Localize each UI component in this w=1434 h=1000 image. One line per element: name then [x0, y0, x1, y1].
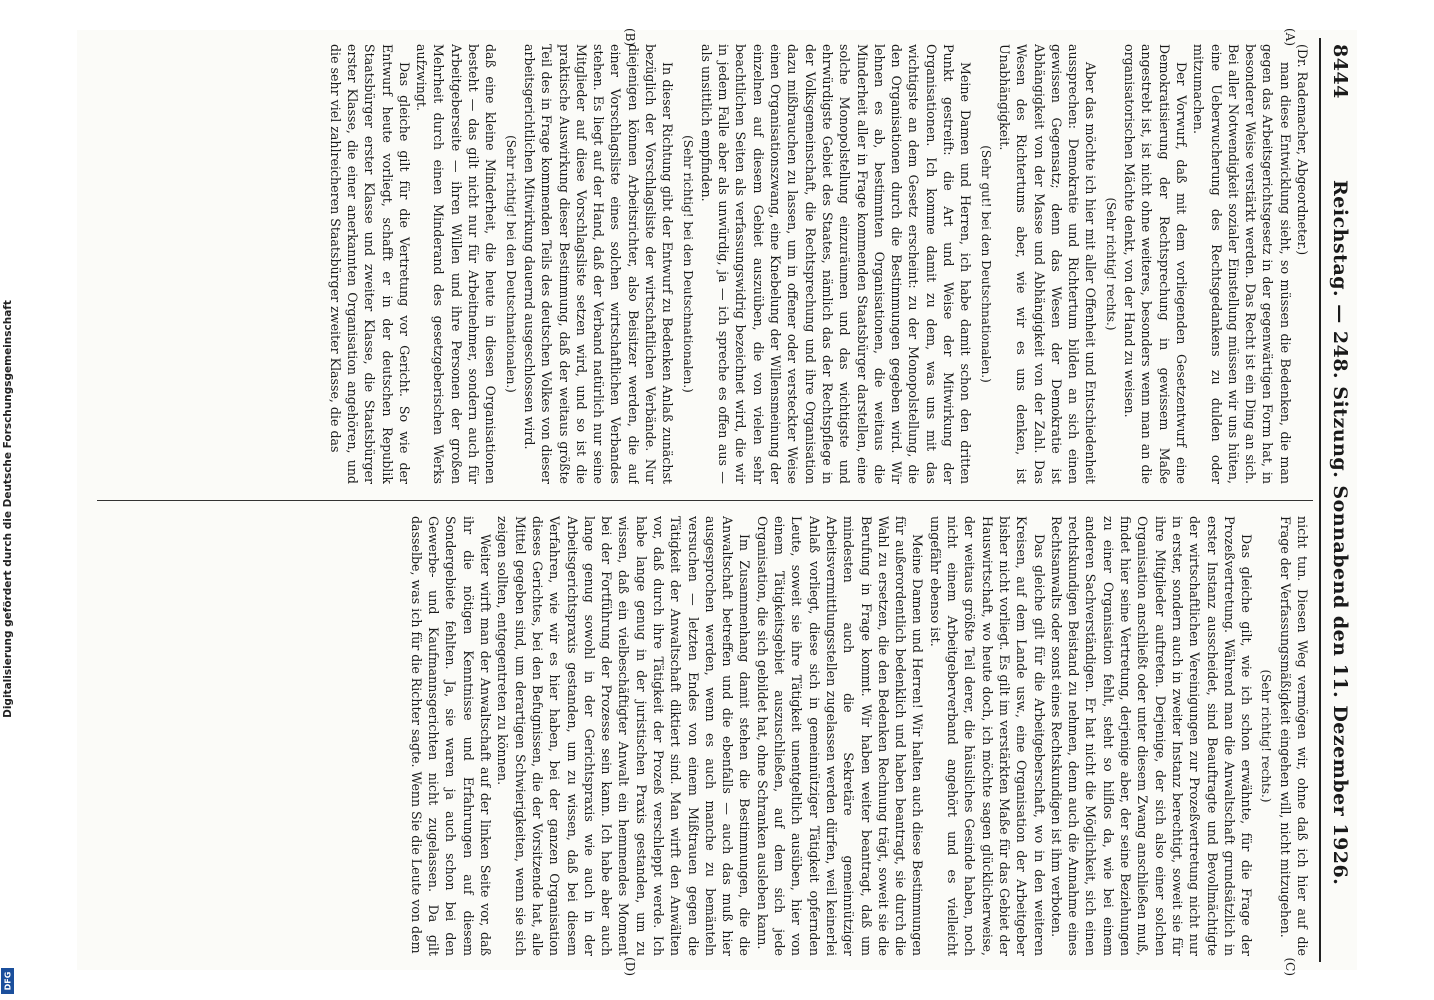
paragraph: Das gleiche gilt für die Arbeitgeberschaft, wo in den weiteren Kreisen, auf dem Lande usw., eine Organisation der Arbeitgeber bisher nicht vorliegt. Es gilt im verstärkten Maße für das Gebiet der Hauswirtschaft, wo heute doch, ich möchte sagen glücklicherweise, der weitaus größte Teil derer, die häusliches Gesinde haben, noch nicht einem Arbeitgeberverband angehört und es vielleicht ungefähr ebenso ist. [927, 516, 1047, 956]
left-column [101, 44, 1311, 484]
interjection: (Sehr richtig! bei den Deutschnationalen.) [680, 135, 695, 393]
interjection: (Sehr richtig! bei den Deutschnationalen.) [503, 135, 518, 393]
interjection: (Sehr gut! bei den Deutschnationalen.) [978, 145, 993, 383]
page-header [1323, 30, 1357, 970]
digitization-credit [1, 24, 15, 994]
paragraph: Im Zusammenhang damit stehen die Bestimmungen, die die Anwaltschaft betreffen und die ebenfalls — auch das muß hier ausgesprochen werden, wenn es auch manche zu bemänteln versuchen — letzten Endes von einem Mißtrauen gegen die Tätigkeit der Anwaltschaft diktiert sind. Man wirft den Anwälten vor, daß durch ihre Tätigkeit der Prozeß verschleppt werde. Ich habe lange genug in der juristischen Praxis gestanden, um zu wissen, daß ein vielbeschäftigter Anwalt ein hemmendes Moment bei der Fortführung der Prozesse sein kann. Ich habe aber auch lange genug sowohl in der Gerichtspraxis wie auch in der Arbeitsgerichtspraxis gestanden, um zu wissen, daß bei diesem Verfahren, wie wir es hier haben, bei der ganzen Organisation dieses Gerichtes, bei den Befugnissen, die der Vorsitzende hat, alle Mittel gegeben sind, um derartigen Schwierigkeiten, wenn sie sich zeigen sollten, entgegentreten zu können. [495, 516, 753, 956]
paragraph: Das gleiche gilt für die Vertretung vor Gericht. So wie der Entwurf heute vorliegt, schafft er in der deutschen Republik Staatsbürger erster Klasse und zweiter Klasse, die Staatsbürger erster Klasse, die einer anerkannten Organisation angehören, und die sehr viel zahlreicheren Staatsbürger zweiter Klasse, die das [327, 44, 412, 484]
dfg-logo [1, 968, 14, 994]
margin-mark-b: (B) [623, 28, 637, 47]
digitization-credit-text: Digitalisierung gefördert durch die Deutsche Forschungsgemeinschaft [2, 300, 14, 718]
column-separator [97, 500, 1313, 501]
paragraph: man diese Entwicklung sieht, so müssen die Bedenken, die man gegen das Arbeitsgerichtsgesetz in der gegenwärtigen Form hat, in besonderer Weise verstärkt werden. Das Recht ist ein Ding an sich. Bei aller Notwendigkeit sozialer Einstellung müssen wir uns hüten, eine Ueberwucherung des Rechtsgedankens zu dulden oder mitzumachen. [1191, 44, 1293, 484]
margin-mark-d: (D) [623, 957, 637, 976]
running-title: Reichstag. — 248. Sitzung. Sonnabend den 11. Dezember 1926. [1329, 180, 1351, 886]
page-number: 8444 [1329, 44, 1351, 99]
header-rule [1319, 38, 1321, 962]
paragraph: nicht tun. Diesen Weg vermögen wir, ohne daß ich hier auf die Frage der Verfassungsmäßigkeit eingehen will, nicht mitzugehen. [1277, 516, 1310, 956]
paragraph: In dieser Richtung gibt der Entwurf zu Bedenken Anlaß zunächst bezüglich der Vorschlagsliste der wirtschaftlichen Verbände. Nur diejenigen können Arbeitsrichter, also Beisitzer werden, die auf einer Vorschlagsliste eines solchen wirtschaftlichen Verbandes stehen. Es liegt auf der Hand, daß der Verband natürlich nur seine Mitglieder auf diese Vorschlagsliste setzen wird, und so ist die praktische Auswirkung dieser Bestimmung, daß der weitaus größte Teil des in Frage kommenden Teils des deutschen Volkes von dieser arbeitsgerichtlichen Mitwirkung dauernd ausgeschlossen wird. [521, 44, 676, 484]
paragraph: Der Vorwurf, daß mit dem vorliegenden Gesetzentwurf eine Demokratisierung der Rechtsprechung in gewissem Maße angestrebt ist, ist nicht ohne weiteres, besonders wenn man an die organisatorischen Mächte denkt, von der Hand zu weisen. [1122, 44, 1189, 484]
interjection: (Sehr richtig! rechts.) [1103, 197, 1118, 331]
interjection: (Sehr richtig! rechts.) [1259, 669, 1274, 803]
right-column [101, 516, 1311, 956]
margin-mark-c: (C) [1283, 957, 1297, 976]
paragraph: Meine Damen und Herren, ich habe damit schon den dritten Punkt gestreift: die Art und Weise der Mitwirkung der Organisationen. Ich komme damit zu dem, was uns mit das wichtigste an dem Gesetz erscheint: zu der Monopolstellung, die den Organisationen durch die Bestimmungen gegeben wird. Wir lehnen es ab, bestimmten Organisationen, die weitaus die Minderheit aller in Frage kommenden Staatsbürger darstellen, eine solche Monopolstellung einzuräumen und das wichtigste und ehrwürdigste Gebiet des Staates, nämlich das der Rechtspflege in der Volksgemeinschaft, die Rechtsprechung und ihre Organisation dazu mißbrauchen zu lassen, um in offener oder versteckter Weise einen Organisationszwang, eine Knebelung der Willensmeinung der einzelnen auf diesem Gebiet auszuüben, die von vielen sehr beachtlichen Seiten als verfassungswidrig bezeichnet wird, die wir in jedem Falle aber als unwürdig, ja — ich spreche es offen aus — als unsittlich empfinden. [698, 44, 974, 484]
paragraph: Meine Damen und Herren! Wir halten auch diese Bestimmungen für außerordentlich bedenklich und haben beantragt, sie durch die Wahl zu ersetzen, die den Bedenken Rechnung trägt, soweit sie die Berufung in Frage kommt. Wir haben weiter beantragt, daß um mindesten auch die Sekretäre gemeinnütziger Arbeitsvermittlungsstellen zugelassen werden dürfen, weil keinerlei Anlaß vorliegt, diese sich in gemeinnütziger Tätigkeit opfernden Leute, soweit sie ihre Tätigkeit unentgeltlich ausüben, hier von einem Tätigkeitsgebiet auszuschließen, auf dem sich jede Organisation, die sich gebildet hat, ohne Schranken ausleben kann. [754, 516, 926, 956]
margin-mark-a: (A) [1283, 28, 1297, 47]
dfg-logo-text: DFG [3, 971, 12, 991]
paragraph: Das gleiche gilt, wie ich schon erwähnte, für die Frage der Prozeßvertretung. Während man die Anwaltschaft grundsätzlich in erster Instanz ausscheidet, sind Beauftragte und Bevollmächtigte der wirtschaftlichen Vereinigungen zur Prozeßvertretung nicht nur in erster, sondern auch in zweiter Instanz berechtigt, soweit sie für ihre Mitglieder auftreten. Derjenige, der sich also einer solchen Organisation anschließt oder unter diesem Zwang anschließen muß, findet hier seine Vertretung, derjenige aber, der seine Beziehungen zu einer Organisation fehlt, steht so hilflos da, wie bei einem anderen Sachverständigen. Er hat nicht die Möglichkeit, sich einen rechtskundigen Beistand zu nehmen, denn auch die Annahme eines Rechtsanwalts oder sonst eines Rechtskundigen ist ihm verboten. [1048, 516, 1255, 956]
scanned-page [77, 28, 1357, 976]
paragraph: daß eine kleine Minderheit, die heute in diesen Organisationen besteht — das gilt nicht nur für Arbeitnehmer, sondern auch für Arbeitgeberseite — ihren Willen und ihre Personen der großen Mehrheit durch einen Minderand des gesetzgeberischen Werks aufzwingt. [414, 44, 499, 484]
speaker-line: (Dr. Rademacher, Abgeordneter.) [1295, 44, 1310, 256]
paragraph: Aber das möchte ich hier mit aller Offenheit und Entschiedenheit aussprechen: Demokratie und Richtertum bilden an sich einen gewissen Gegensatz; denn das Wesen der Demokratie ist Abhängigkeit von der Masse und Abhängigkeit von der Zahl. Das Wesen des Richtertums aber, wie wir es uns denken, ist Unabhängigkeit. [996, 44, 1099, 484]
paragraph: Weiter wirft man der Anwaltschaft auf der linken Seite vor, daß ihr die nötigen Kenntnisse und Erfahrungen auf diesem Sondergebiete fehlten. Ja, sie waren ja auch schon bei den Gewerbe- und Kaufmannsgerichten nicht zugelassen. Da gilt dasselbe, was ich für die Richter sagte. Wenn Sie die Leute von dem [408, 516, 494, 956]
